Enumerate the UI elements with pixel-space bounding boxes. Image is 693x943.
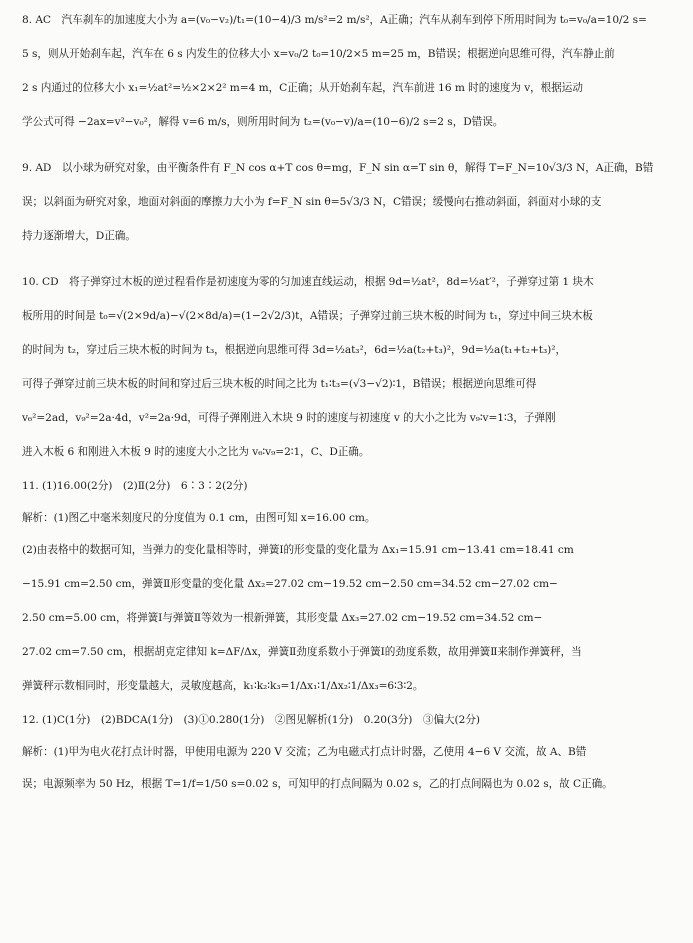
text-line: v₆²=2ad，v₉²=2a·4d，v²=2a·9d，可得子弹刚进入木块 9 时的速度与初速度 v 的大小之比为 v₉∶v=1∶3，子弹刚 xyxy=(22,412,556,424)
text-line: 误；电源频率为 50 Hz，根据 T=1/f=1/50 s=0.02 s，可知甲的打点间隔为 0.02 s，乙的打点间隔也为 0.02 s，故 C正确。 xyxy=(22,778,613,790)
q10-block xyxy=(22,274,679,459)
text-line: 板所用的时间是 t₀=√(2×9d/a)−√(2×8d/a)=(1−2√2/3)t，A错误；子弹穿过前三块木板的时间为 t₁，穿过中间三块木板 xyxy=(22,310,593,322)
text-line: 的时间为 t₂，穿过后三块木板的时间为 t₃，根据逆向思维可得 3d=½at₃²，6d=½a(t₂+t₃)²，9d=½a(t₁+t₂+t₃)²， xyxy=(22,344,567,356)
q9-block xyxy=(22,160,679,243)
text-line: 8. AC 汽车刹车的加速度大小为 a=(v₀−v₂)/t₁=(10−4)/3 m/s²=2 m/s²，A正确；汽车从刹车到停下所用时间为 t₀=v₀/a=10/2 s= xyxy=(22,14,647,26)
text-line: 解析：(1)甲为电火花打点计时器，甲使用电源为 220 V 交流；乙为电磁式打点计时器，乙使用 4−6 V 交流，故 A、B错 xyxy=(22,746,587,758)
q8-block xyxy=(22,12,679,129)
text-line: 2 s 内通过的位移大小 x₁=½at²=½×2×2² m=4 m，C正确；从开始刹车起，汽车前进 16 m 时的速度为 v，根据运动 xyxy=(22,82,583,94)
text-line: 9. AD 以小球为研究对象，由平衡条件有 F_N cos α+T cos θ=mg，F_N sin α=T sin θ，解得 T=F_N=10√3/3 N，A正确，B错 xyxy=(22,162,654,174)
text-line: 2.50 cm=5.00 cm，将弹簧Ⅰ与弹簧Ⅱ等效为一根新弹簧，其形变量 Δx₃=27.02 cm−19.52 cm=34.52 cm− xyxy=(22,612,543,624)
text-line: 持力逐渐增大，D正确。 xyxy=(22,230,136,242)
text-line: 误；以斜面为研究对象，地面对斜面的摩擦力大小为 f=F_N sin θ=5√3/3 N，C错误；缓慢向右推动斜面，斜面对小球的支 xyxy=(22,196,602,208)
text-line: 5 s，则从开始刹车起，汽车在 6 s 内发生的位移大小 x=v₀/2 t₀=10/2×5 m=25 m，B错误；根据逆向思维可得，汽车静止前 xyxy=(22,48,615,60)
text-line: (2)由表格中的数据可知，当弹力的变化量相等时，弹簧Ⅰ的形变量的变化量为 Δx₁=15.91 cm−13.41 cm=18.41 cm xyxy=(22,544,574,556)
text-line: 进入木板 6 和刚进入木板 9 时的速度大小之比为 v₆∶v₉=2∶1，C、D正确。 xyxy=(22,446,370,458)
text-line: 学公式可得 −2ax=v²−v₀²，解得 v=6 m/s，则所用时间为 t₂=(v₀−v)/a=(10−6)/2 s=2 s，D错误。 xyxy=(22,116,504,128)
text-line: 10. CD 将子弹穿过木板的逆过程看作是初速度为零的匀加速直线运动，根据 9d=½at²，8d=½at′²，子弹穿过第 1 块木 xyxy=(22,276,594,288)
q11-block xyxy=(22,478,679,693)
text-line: 11. (1)16.00(2分) (2)Ⅱ(2分) 6∶3∶2(2分) xyxy=(22,480,248,492)
text-line: 27.02 cm=7.50 cm，根据胡克定律知 k=ΔF/Δx，弹簧Ⅱ劲度系数小于弹簧Ⅰ的劲度系数，故用弹簧Ⅱ来制作弹簧秤，当 xyxy=(22,646,582,658)
text-line: 解析：(1)图乙中毫米刻度尺的分度值为 0.1 cm，由图可知 x=16.00 cm。 xyxy=(22,512,376,524)
text-line: 可得子弹穿过前三块木板的时间和穿过后三块木板的时间之比为 t₁∶t₃=(√3−√2)∶1，B错误；根据逆向思维可得 xyxy=(22,378,537,390)
q12-block xyxy=(22,712,679,791)
text-line: −15.91 cm=2.50 cm，弹簧Ⅱ形变量的变化量 Δx₂=27.02 cm−19.52 cm−2.50 cm=34.52 cm−27.02 cm− xyxy=(22,578,558,590)
text-line: 弹簧秤示数相同时，形变量越大，灵敏度越高，k₁∶k₂∶k₃=1/Δx₁∶1/Δx₂∶1/Δx₃=6∶3∶2。 xyxy=(22,680,424,692)
text-line: 12. (1)C(1分) (2)BDCA(1分) (3)①0.280(1分) ②图见解析(1分) 0.20(3分) ③偏大(2分) xyxy=(22,714,480,726)
